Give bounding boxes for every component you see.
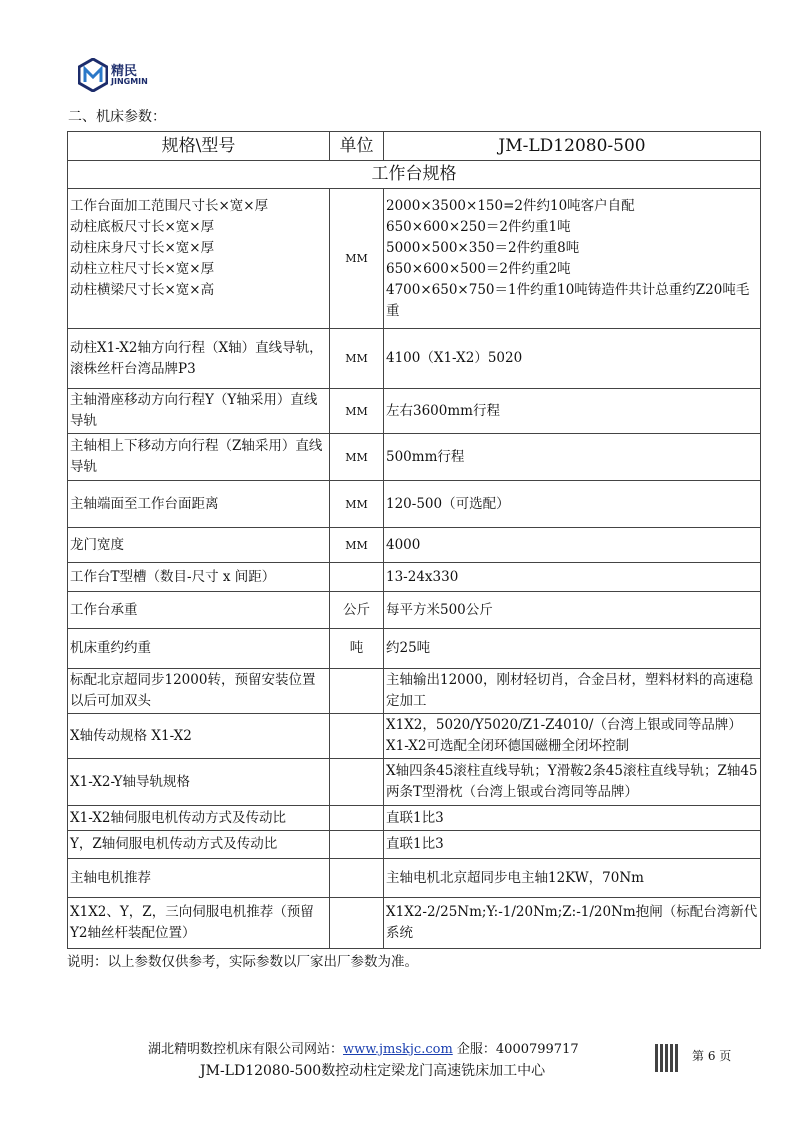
cell-value: 4000 <box>384 528 761 563</box>
table-row <box>68 806 761 831</box>
value: 2000×3500×150=2件约10吨客户自配 <box>386 197 635 214</box>
table-row <box>68 629 761 669</box>
value: 5000×500×350＝2件约重8吨 <box>386 239 580 256</box>
cell-value: 左右3600mm行程 <box>384 389 761 434</box>
table-row <box>68 759 761 806</box>
cell-label: 机床重约约重 <box>68 629 330 669</box>
cell-unit <box>330 669 384 714</box>
label: 动柱底板尺寸长×宽×厚 <box>70 218 215 235</box>
cell-unit <box>330 714 384 759</box>
service-phone: 企服：4000799717 <box>452 1042 579 1057</box>
cell-value: 每平方米500公斤 <box>384 592 761 629</box>
cell-value: X1X2-2/25Nm;Y:-1/20Nm;Z:-1/20Nm抱闸（标配台湾新代系统 <box>384 898 761 949</box>
cell-unit <box>330 859 384 898</box>
header-spec: 规格\型号 <box>68 132 330 161</box>
section-title: 二、机床参数： <box>68 109 166 125</box>
table-row <box>68 329 761 389</box>
cell-value: X1X2，5020/Y5020/Z1-Z4010/（台湾上银或同等品牌）X1-X2可选配全闭环德国磁栅全闭坏控制 <box>384 714 761 759</box>
table-row <box>68 189 761 329</box>
table-row <box>68 528 761 563</box>
website-link[interactable]: www.jmskjc.com <box>343 1042 453 1057</box>
footer-company <box>148 1038 579 1057</box>
cell-value: 直联1比3 <box>384 831 761 859</box>
table-row <box>68 669 761 714</box>
cell-label: 工作台T型槽（数目-尺寸 x 间距） <box>68 563 330 592</box>
value: 650×600×500＝2件约重2吨 <box>386 260 571 277</box>
cell-label: 主轴端面至工作台面距离 <box>68 481 330 528</box>
cell-label: X1X2、Y，Z，三向伺服电机推荐（预留Y2轴丝杆装配位置） <box>68 898 330 949</box>
cell-label: 主轴相上下移动方向行程（Z轴采用）直线导轨 <box>68 434 330 481</box>
table-row <box>68 859 761 898</box>
header-unit: 单位 <box>330 132 384 161</box>
cell-unit: 吨 <box>330 629 384 669</box>
table-header <box>68 132 761 161</box>
block-labels <box>68 189 330 329</box>
logo-en: JINGMIN <box>111 76 148 86</box>
table-row <box>68 563 761 592</box>
cell-unit <box>330 806 384 831</box>
section-header: 工作台规格 <box>68 161 761 189</box>
table-row <box>68 592 761 629</box>
value: 650×600×250＝2件约重1吨 <box>386 218 571 235</box>
logo-cn: 精民 <box>111 63 138 79</box>
cell-label: 主轴滑座移动方向行程Y（Y轴采用）直线导轨 <box>68 389 330 434</box>
footer-subtitle: JM-LD12080-500数控动柱定梁龙门高速铣床加工中心 <box>200 1063 546 1079</box>
cell-label: 动柱X1-X2轴方向行程（X轴）直线导轨，滚株丝杆台湾品牌P3 <box>68 329 330 389</box>
cell-unit: MM <box>330 329 384 389</box>
cell-value: 主轴电机北京超同步电主轴12KW，70Nm <box>384 859 761 898</box>
label: 工作台面加工范围尺寸长×宽×厚 <box>70 197 269 214</box>
note: 说明：以上参数仅供参考，实际参数以厂家出厂参数为准。 <box>67 954 418 970</box>
header-model: JM-LD12080-500 <box>384 132 761 161</box>
table-row <box>68 389 761 434</box>
cell-value: 主轴输出12000，刚材轻切肖，合金吕材，塑料材料的高速稳定加工 <box>384 669 761 714</box>
cell-value: 4100（X1-X2）5020 <box>384 329 761 389</box>
page-number: 第 6 页 <box>692 1049 732 1063</box>
cell-value: 13-24x330 <box>384 563 761 592</box>
cell-value: 120-500（可选配） <box>384 481 761 528</box>
cell-label: X1-X2轴伺服电机传动方式及传动比 <box>68 806 330 831</box>
label: 动柱立柱尺寸长×宽×厚 <box>70 260 215 277</box>
cell-unit <box>330 831 384 859</box>
table-row <box>68 898 761 949</box>
cell-unit: MM <box>330 389 384 434</box>
cell-unit: MM <box>330 481 384 528</box>
label: 动柱床身尺寸长×宽×厚 <box>70 239 215 256</box>
qr-code-icon <box>655 1044 679 1072</box>
cell-unit: MM <box>330 434 384 481</box>
cell-label: 龙门宽度 <box>68 528 330 563</box>
cell-label: 工作台承重 <box>68 592 330 629</box>
cell-unit: MM <box>330 528 384 563</box>
cell-unit: 公斤 <box>330 592 384 629</box>
cell-label: 主轴电机推荐 <box>68 859 330 898</box>
company-name: 湖北精明数控机床有限公司网站： <box>148 1042 344 1057</box>
table-row <box>68 831 761 859</box>
cell-label: X轴传动规格 X1-X2 <box>68 714 330 759</box>
label: 动柱横梁尺寸长×宽×高 <box>70 281 215 298</box>
unit: MM <box>330 189 384 329</box>
logo-hexagon-icon <box>78 58 108 92</box>
cell-unit <box>330 898 384 949</box>
cell-label: 标配北京超同步12000转，预留安装位置以后可加双头 <box>68 669 330 714</box>
cell-value: 500mm行程 <box>384 434 761 481</box>
block-values <box>384 189 761 329</box>
spec-table <box>67 131 761 949</box>
cell-value: 约25吨 <box>384 629 761 669</box>
cell-unit <box>330 563 384 592</box>
table-row <box>68 714 761 759</box>
company-logo <box>78 58 148 92</box>
cell-value: 直联1比3 <box>384 806 761 831</box>
value: 4700×650×750＝1件约重10吨铸造件共计总重约Z20吨毛重 <box>386 281 750 319</box>
table-row <box>68 481 761 528</box>
cell-label: X1-X2-Y轴导轨规格 <box>68 759 330 806</box>
cell-value: X轴四条45滚柱直线导轨；Y滑鞍2条45滚柱直线导轨；Z轴45两条T型滑枕（台湾上银或台湾同等品牌） <box>384 759 761 806</box>
table-row <box>68 434 761 481</box>
cell-label: Y，Z轴伺服电机传动方式及传动比 <box>68 831 330 859</box>
cell-unit <box>330 759 384 806</box>
